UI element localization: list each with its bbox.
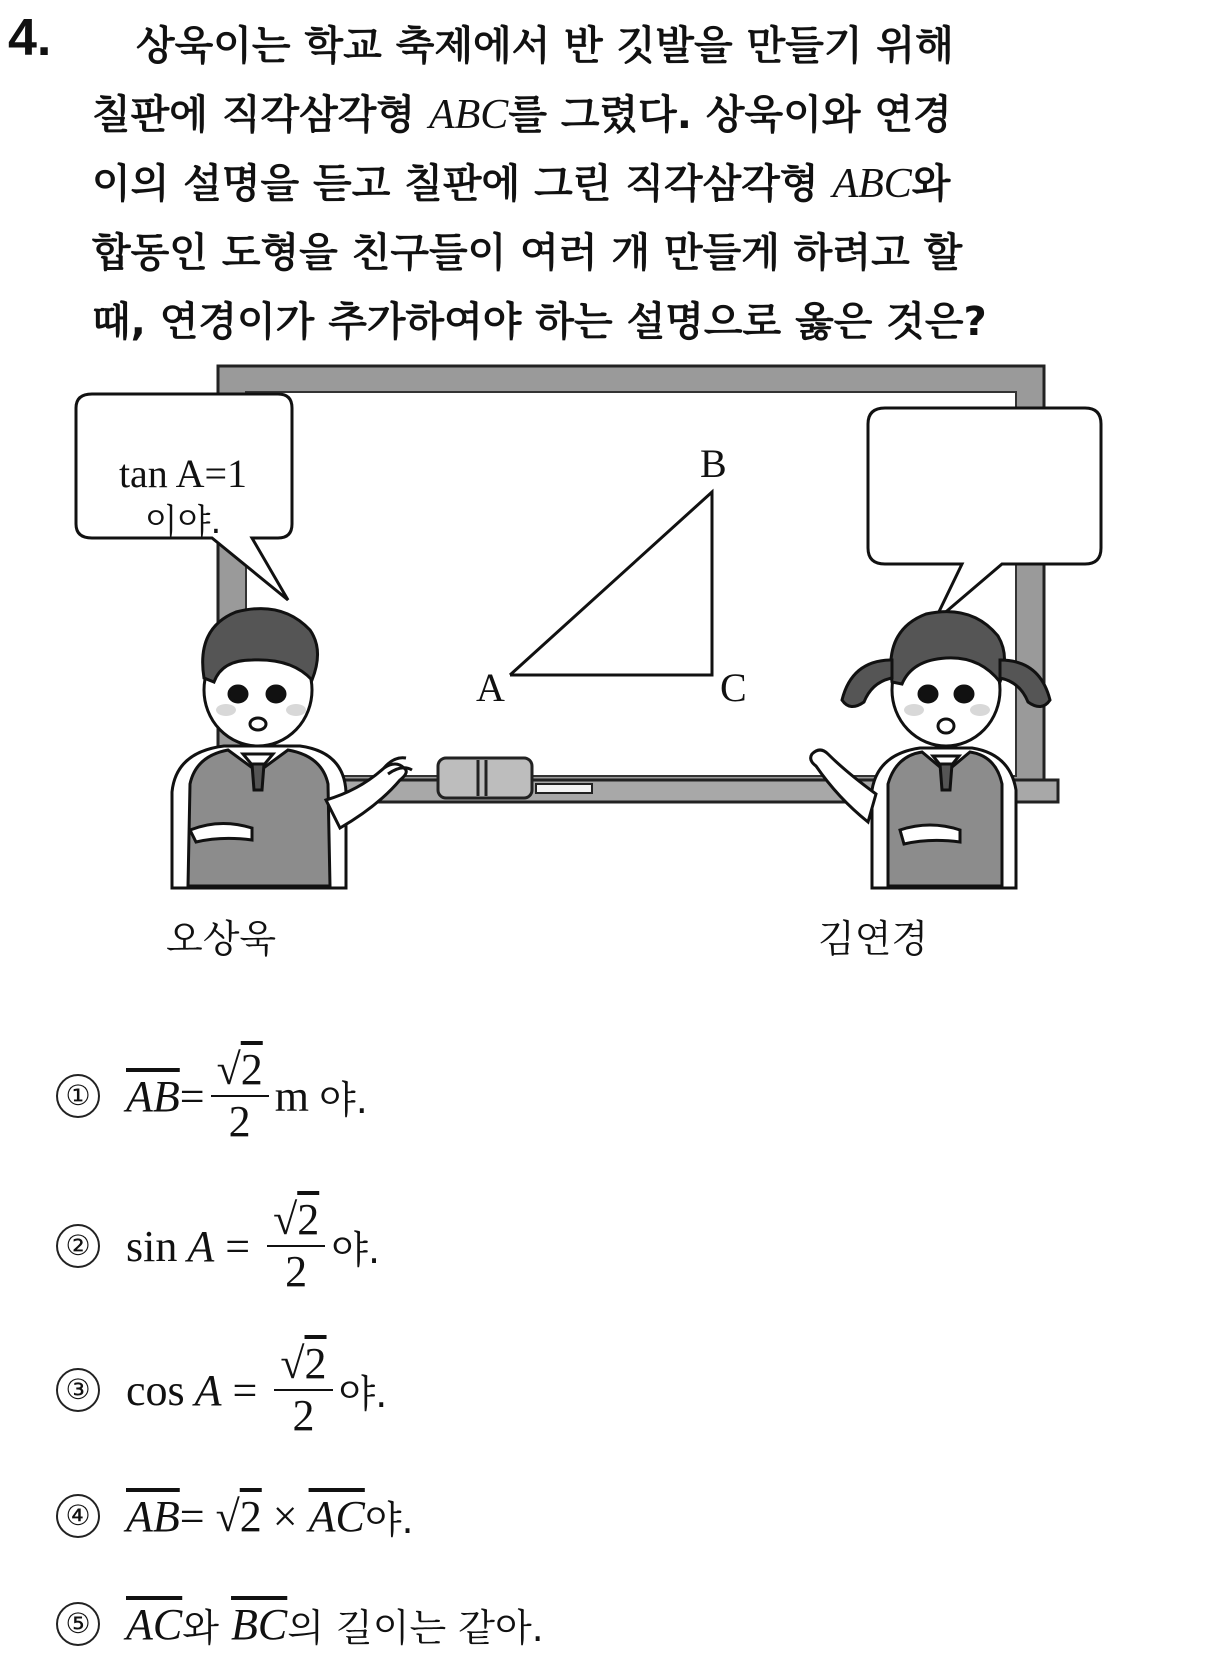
vertex-label-c: C	[720, 665, 747, 710]
choice-number: ①	[56, 1074, 100, 1118]
fraction-sqrt2-over-2: $\frac{√2}{2}$	[267, 1195, 325, 1297]
cos-function: cos	[126, 1365, 185, 1415]
vertex-label-a: A	[476, 665, 505, 710]
question-line-4: 합동인 도형을 친구들이 여러 개 만들게 하려고 할	[92, 230, 963, 276]
unit-meter: m	[274, 1071, 309, 1121]
classroom-figure	[0, 360, 1232, 1020]
choice-number: ③	[56, 1368, 100, 1412]
segment-ab: $\overline{AB}$	[126, 1491, 180, 1541]
choice-3[interactable]: ③ cos A = $\frac{√2}{2}$ 야.	[56, 1340, 387, 1440]
chalk	[536, 784, 592, 793]
choice-number: ④	[56, 1494, 100, 1538]
choice-2[interactable]: ② sin A = $\frac{√2}{2}$ 야.	[56, 1196, 380, 1296]
question-number: 4.	[8, 9, 52, 67]
sin-function: sin	[126, 1221, 178, 1271]
tan-a-equation: tan A=1	[118, 451, 248, 496]
choice-number: ⑤	[56, 1602, 100, 1646]
choice-5[interactable]: ⑤ $\overline{AC}$ 와 $\overline{BC}$ 의 길이는 같아.	[56, 1574, 544, 1674]
segment-ab: $\overline{AB}$	[126, 1071, 180, 1121]
vertex-label-b: B	[700, 441, 727, 486]
segment-ac: $\overline{AC}$	[126, 1599, 183, 1649]
question-line-1: 상욱이는 학교 축제에서 반 깃발을 만들기 위해	[136, 23, 954, 69]
segment-ac: $\overline{AC}$	[308, 1491, 365, 1541]
question-text	[92, 12, 1192, 357]
boy-name-label: 오상욱	[166, 917, 277, 961]
choice-1[interactable]: ① $\overline{AB}$ = $\frac{√2}{2}$ m 야.	[56, 1046, 368, 1146]
sangwook-speech-text	[75, 450, 291, 546]
question-line-3: 이의 설명을 듣고 칠판에 그린 직각삼각형 ABC와	[92, 161, 951, 207]
fraction-sqrt2-over-2: $\frac{√2}{2}$	[274, 1339, 332, 1441]
sangwook-speech-tail: 이야.	[144, 502, 222, 542]
question-line-2: 칠판에 직각삼각형 ABC를 그렸다. 상욱이와 연경	[92, 92, 952, 138]
girl-name-label: 김연경	[818, 917, 929, 961]
fraction-sqrt2-over-2: $\frac{√2}{2}$	[211, 1045, 269, 1147]
choice-4[interactable]: ④ $\overline{AB}$ = √ 2 × $\overline{AC}$ 야.	[56, 1466, 414, 1566]
choice-number: ②	[56, 1224, 100, 1268]
segment-bc: $\overline{BC}$	[231, 1599, 288, 1649]
question-line-5: 때, 연경이가 추가하여야 하는 설명으로 옳은 것은?	[92, 299, 987, 345]
